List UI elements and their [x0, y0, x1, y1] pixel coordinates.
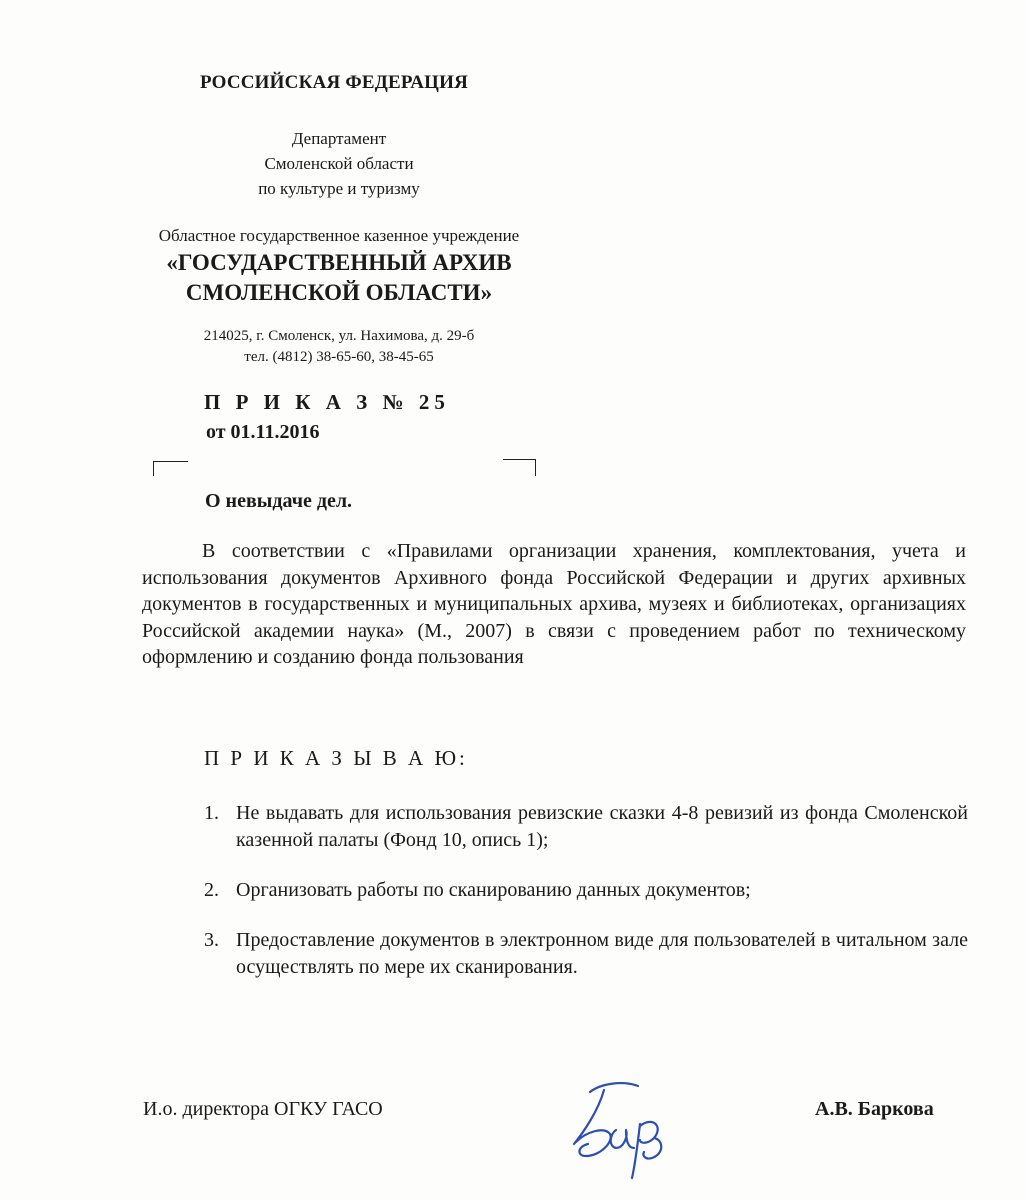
- signatory-position: И.о. директора ОГКУ ГАСО: [143, 1098, 383, 1120]
- item-number: 1.: [204, 802, 219, 824]
- order-title: П Р И К А З № 25: [204, 390, 450, 414]
- handwritten-signature: [560, 1060, 690, 1190]
- order-date: от 01.11.2016: [206, 421, 320, 443]
- list-item: [204, 927, 968, 981]
- subject-bracket-left: [153, 461, 188, 476]
- institution-name-line-1: «ГОСУДАРСТВЕННЫЙ АРХИВ: [166, 250, 512, 275]
- institution-contacts: [0, 326, 678, 368]
- header-country: РОССИЙСКАЯ ФЕДЕРАЦИЯ: [199, 72, 469, 93]
- item-number: 2.: [204, 879, 219, 901]
- department-line-1: Департамент: [291, 129, 387, 148]
- header-department: [0, 126, 678, 201]
- institution-name-line-2: СМОЛЕНСКОЙ ОБЛАСТИ»: [185, 280, 493, 305]
- department-line-2: Смоленской области: [264, 154, 414, 173]
- item-text: Предоставление документов в электронном виде для пользователей в читальном зале осуществлять по мере их сканирования.: [236, 929, 968, 978]
- signatory-name: А.В. Баркова: [815, 1098, 934, 1120]
- phone: тел. (4812) 38-65-60, 38-45-65: [244, 349, 434, 365]
- address: 214025, г. Смоленск, ул. Нахимова, д. 29-б: [203, 328, 475, 344]
- item-number: 3.: [204, 929, 219, 951]
- list-item: [204, 800, 968, 854]
- item-text: Организовать работы по сканированию данных документов;: [236, 879, 751, 901]
- order-subject: О невыдаче дел.: [205, 490, 353, 512]
- order-items: [204, 800, 968, 1004]
- institution-type: Областное государственное казенное учреждение: [158, 226, 520, 245]
- department-line-3: по культуре и туризму: [258, 179, 420, 198]
- list-item: [204, 877, 968, 904]
- subject-bracket-right: [503, 459, 536, 476]
- item-text: Не выдавать для использования ревизские сказки 4-8 ревизий из фонда Смоленской казенной палаты (Фонд 10, опись 1);: [236, 802, 968, 851]
- institution-name: [0, 248, 678, 308]
- preamble-paragraph: В соответствии с «Правилами организации хранения, комплектования, учета и использования документов Архивного фонда Российской Федерации и других архивных документов в государственных и муниципальных архива, музеях и библиотеках, организациях Российской академии наука» (М., 2007) в связи с проведением работ по техническому оформлению и созданию фонда пользования: [142, 540, 966, 668]
- order-verb: П Р И К А З Ы В А Ю:: [204, 746, 468, 770]
